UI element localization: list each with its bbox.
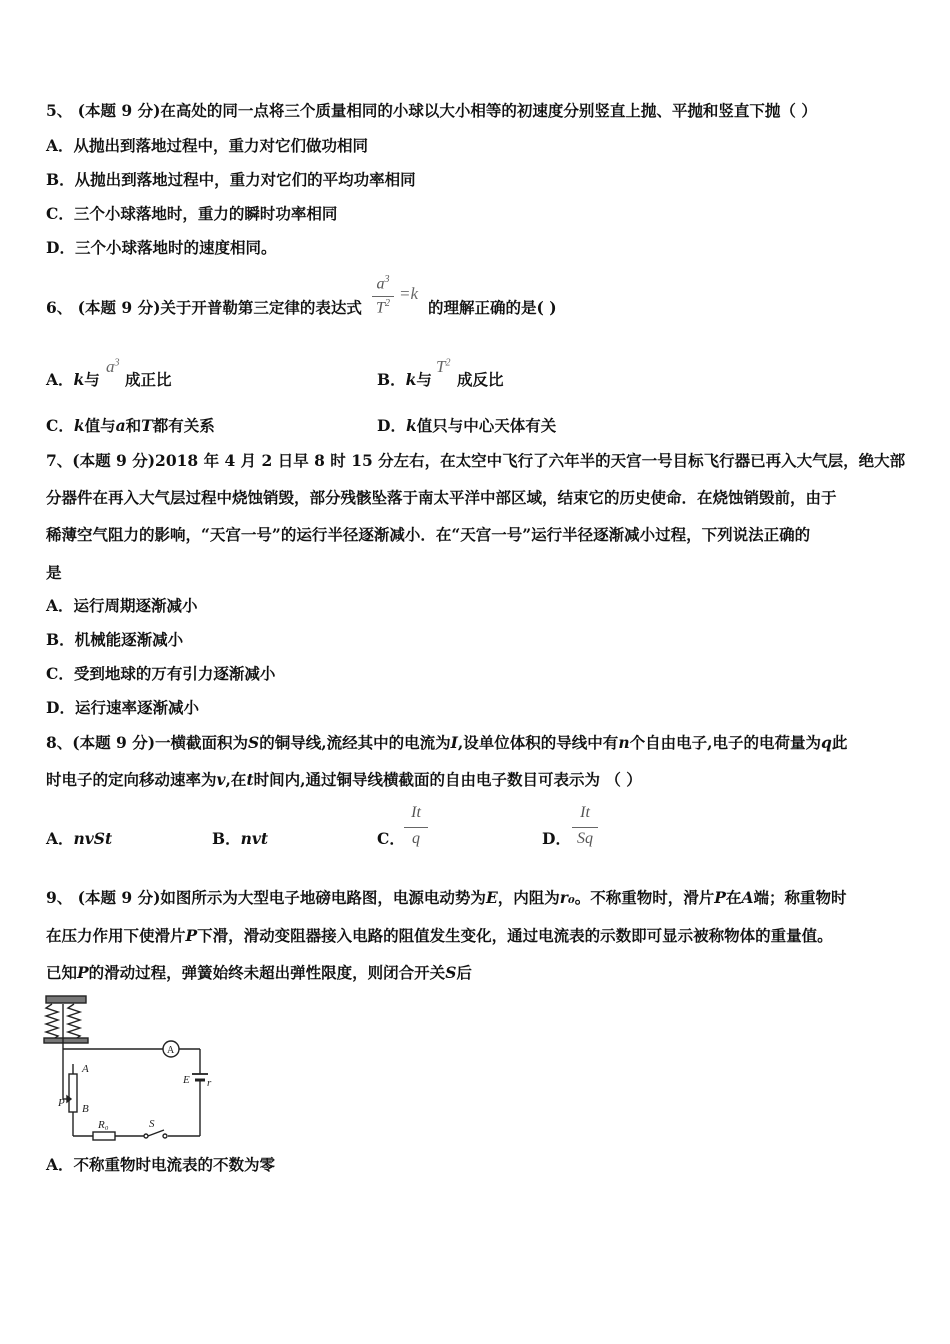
q9-option-a[interactable]: A．不称重物时电流表的不数为零 — [46, 1155, 276, 1174]
resistor-r0 — [93, 1132, 115, 1140]
q6-formula-den-exp: 2 — [384, 298, 390, 309]
q5-option-d[interactable]: D．三个小球落地时的速度相同。 — [46, 238, 277, 257]
q6-b-formula: $T^2$ — [436, 357, 451, 376]
rheostat — [69, 1074, 77, 1112]
q8-option-b[interactable]: B．nvt — [212, 829, 269, 848]
q7-option-b[interactable]: B．机械能逐渐减小 — [46, 630, 184, 649]
q7-option-a[interactable]: A．运行周期逐渐减小 — [46, 596, 198, 615]
q8-option-c[interactable]: C． — [377, 829, 405, 848]
q6-a-formula: $a^3$ — [106, 357, 120, 376]
emf-label: E — [183, 1074, 190, 1086]
q8-option-d[interactable]: D． — [542, 829, 571, 848]
q9-line-1: 9、 (本题 9 分)如图所示为大型电子地磅电路图，电源电动势为E，内阻为r₀。不称重物时，滑片P在A端；称重物时 — [46, 888, 847, 907]
q6-a-mid: 与 — [84, 370, 100, 389]
q6-formula — [372, 272, 394, 318]
q6-a-label: A． — [46, 370, 74, 389]
q5-option-c[interactable]: C．三个小球落地时，重力的瞬时功率相同 — [46, 204, 338, 223]
q7-option-c[interactable]: C．受到地球的万有引力逐渐减小 — [46, 664, 276, 683]
q6-formula-rhs: =k — [399, 284, 419, 303]
q9-line-2: 在压力作用下使滑片P下滑，滑动变阻器接入电路的阻值发生变化，通过电流表的示数即可显示被称物体的重量值。 — [46, 926, 833, 945]
q8-d-fraction: It Sq — [572, 803, 598, 851]
q9-line-3: 已知P的滑动过程，弹簧始终未超出弹性限度，则闭合开关S后 — [46, 963, 472, 982]
q6-option-b[interactable] — [377, 370, 432, 390]
q6-formula-den: T — [376, 299, 385, 317]
q7-line-3: 稀薄空气阻力的影响，“天宫一号”的运行半径逐渐减小．在“天宫一号”运行半径逐渐减小过程，下列说法正确的 — [46, 525, 811, 544]
q6-option-a[interactable] — [46, 370, 100, 390]
q6-formula-num: a — [376, 275, 385, 293]
q5-option-a[interactable]: A．从抛出到落地过程中，重力对它们做功相同 — [46, 136, 369, 155]
slider-arrow — [67, 1096, 71, 1102]
q6-a-k: k — [73, 370, 85, 389]
q8-line-1: 8、(本题 9 分)一横截面积为S的铜导线,流经其中的电流为I,设单位体积的导线中有n个自由电子,电子的电荷量为q此 — [46, 733, 848, 752]
q6-formula-num-exp: 3 — [384, 274, 390, 285]
ammeter-label: A — [167, 1045, 175, 1056]
scale-plate — [46, 996, 86, 1003]
q6-stem-post: 的理解正确的是( ) — [428, 298, 557, 317]
switch-blade — [148, 1130, 164, 1136]
internal-r-label: r — [207, 1077, 212, 1089]
spring-left — [46, 1004, 58, 1040]
q6-stem-pre: 6、 (本题 9 分)关于开普勒第三定律的表达式 — [46, 298, 362, 317]
rheostat-b-label: B — [82, 1103, 89, 1115]
scale-base — [44, 1038, 88, 1043]
q8-line-2: 时电子的定向移动速率为v,在t时间内,通过铜导线横截面的自由电子数目可表示为 （ ） — [46, 770, 642, 789]
q6-b-k: k — [405, 370, 417, 389]
q5-option-b[interactable]: B．从抛出到落地过程中，重力对它们的平均功率相同 — [46, 170, 416, 189]
q8-option-a[interactable]: A．nvSt — [46, 829, 113, 848]
q8-c-fraction: It q — [404, 803, 428, 851]
spring-right — [68, 1004, 80, 1040]
slider-p-label: P — [58, 1097, 65, 1109]
q6-b-post: 成反比 — [457, 370, 504, 389]
q6-b-mid: 与 — [416, 370, 432, 389]
q6-b-label: B． — [377, 370, 406, 389]
q6-option-c[interactable]: C．k值与a和T都有关系 — [46, 416, 215, 435]
switch-contact — [163, 1134, 167, 1138]
q6-option-d[interactable]: D．k值只与中心天体有关 — [377, 416, 557, 435]
q7-line-2: 分器件在再入大气层过程中烧蚀销毁，部分残骸坠落于南太平洋中部区域，结束它的历史使命．在烧蚀销毁前，由于 — [46, 488, 837, 507]
rheostat-a-label: A — [82, 1063, 89, 1075]
r0-label: R₀ — [98, 1119, 109, 1131]
q6-a-post: 成正比 — [125, 370, 172, 389]
q7-option-d[interactable]: D．运行速率逐渐减小 — [46, 698, 199, 717]
q5-stem: 5、 (本题 9 分)在高处的同一点将三个质量相同的小球以大小相等的初速度分别竖直上抛、平抛和竖直下抛（ ） — [46, 101, 817, 120]
q7-line-1: 7、(本题 9 分)2018 年 4 月 2 日早 8 时 15 分左右，在太空中飞行了六年半的天宫一号目标飞行器已再入大气层，绝大部 — [46, 451, 906, 470]
switch-label: S — [149, 1118, 155, 1130]
circuit-diagram — [40, 994, 220, 1144]
q7-line-4: 是 — [46, 563, 62, 582]
